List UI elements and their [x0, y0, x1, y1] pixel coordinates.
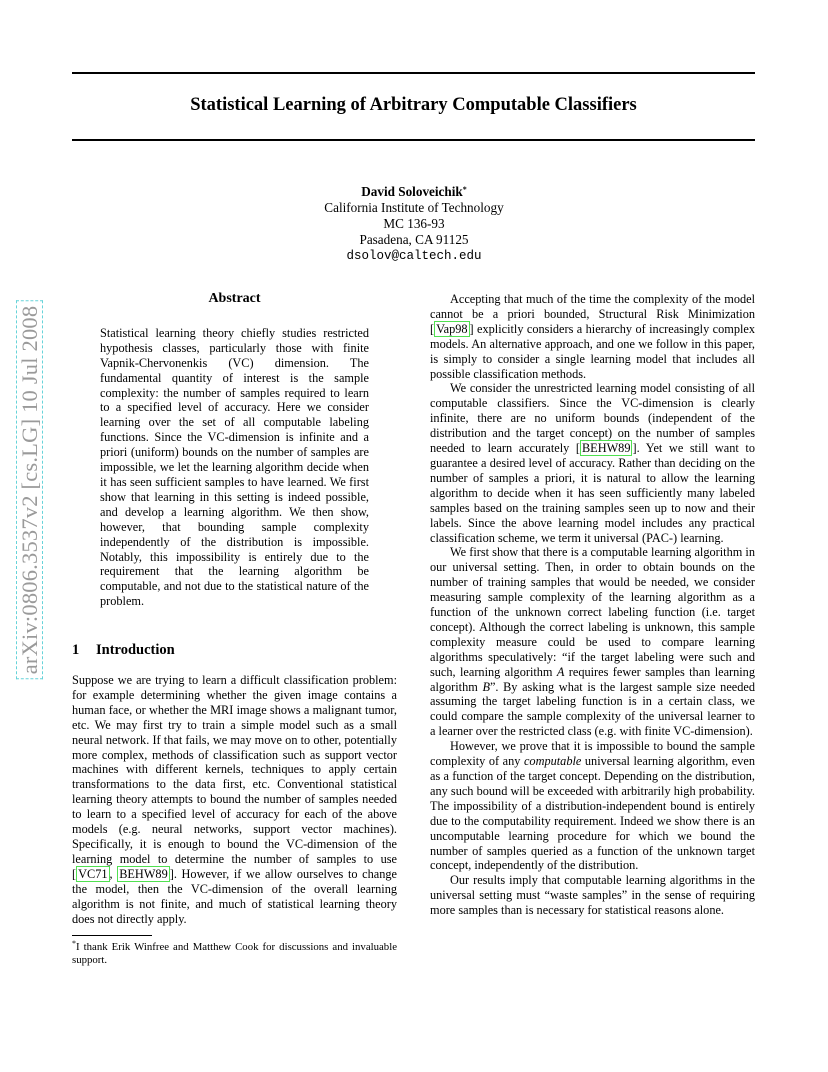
right-p4-text-a: However, we prove that it is impossible to bound the sample complexity of any: [430, 739, 755, 769]
intro-paragraph: Suppose we are trying to learn a difficult classification problem: for example determining whether the given image contains a human face, or whether the MRI image shows a malignant tumor, etc. We may first try to train a simple model such as a small neural network. If that fails, we may move on to other, potentially more complex, methods of classification such as support vector machines with different kernels, techniques to apply certain transformations to the data first, etc. Conventional statistical learning theory attempts to bound the number of samples needed to learn to a specified level of accuracy for each of the above models (e.g. neural networks, support vector machines). Specifically, it is enough to bound the VC-dimension of the learning model to determine the number of samples to use [ VC71 , BEHW89 ]. However, if we allow ourselves to change the model, then the VC-dimension of the overall learning algorithm is not finite, and much of statistical learning theory does not directly apply.: [72, 673, 397, 926]
citation-behw89-2[interactable]: BEHW89: [581, 441, 631, 456]
right-p2-text-b: . Yet we still want to guarantee a desired level of accuracy. Rather than deciding on the number of samples a priori, it is natural to allow the learning algorithm to decide when it has seen sufficiently many labeled samples based on the training samples seen up to now and their labels. Since the above learning model includes any practical classification scheme, we term it universal (PAC-) learning.: [430, 441, 755, 545]
author-email: dsolov@caltech.edu: [346, 249, 482, 263]
footnote-symbol: *: [72, 939, 76, 949]
right-p2-text-a: We consider the unrestricted learning model consisting of all computable classifiers. Since the VC-dimension is clearly infinite, there are no uniform bounds (independent of the distribution and the target concept) on the number of samples needed to learn accurately: [430, 381, 755, 456]
emphasis-computable: computable: [523, 754, 582, 769]
right-p4-text-b: universal learning algorithm, even as a function of the target concept. Depending on the distribution, any such bound will be exceeded with arbitrarily high probability. The impossibility of a distribution-independent bound is entirely due to the computability requirement. Indeed we show there is an uncomputable learning procedure for which we bound the number of samples queried as a function of the unknown target concept, independently of the distribution.: [430, 754, 755, 873]
right-paragraph-5: Our results imply that computable learning algorithms in the universal setting must “waste samples” in the sense of requiring more samples than is necessary for statistical reasons alone.: [430, 873, 755, 918]
author-address-line1: MC 136-93: [383, 216, 445, 231]
right-p1-text-a: Accepting that much of the time the complexity of the model cannot be a priori bounded, Structural Risk Minimization: [430, 292, 755, 321]
intro-text-part-1: Suppose we are trying to learn a difficult classification problem: for example determining whether the given image contains a human face, or whether the MRI image shows a malignant tumor, etc. We may first try to train a simple model such as a small neural network. If that fails, we may move on to other, potentially more complex, methods of classification such as support vector machines with different kernels, techniques to apply certain transformations to the data first, etc. Conventional statistical learning theory attempts to bound the number of samples needed to learn to a specified level of accuracy for each of the above models (e.g. neural networks, support vector machines). Specifically, it is enough to bound the VC-dimension of the learning model to determine the number of samples to use: [72, 673, 397, 866]
arxiv-id-link[interactable]: arXiv:0806.3537v2 [cs.LG] 10 Jul 2008: [16, 301, 43, 680]
section-title: Introduction: [96, 642, 175, 659]
author-block: [214, 184, 614, 264]
citation-vc71[interactable]: VC71: [78, 866, 108, 881]
right-p3-text-c: ”. By asking what is the largest sample size needed assuming the target labeling function is in a certain class, we could compare the sample complexity of the universal learner to a learner over the restricted class (e.g. with finite VC-dimension).: [430, 679, 755, 739]
variable-a: A: [556, 664, 565, 679]
variable-b: B: [482, 679, 490, 694]
right-paragraph-2: We consider the unrestricted learning model consisting of all computable classifiers. Since the VC-dimension is clearly infinite, there are no uniform bounds (independent of the distribution and the target concept) on the number of samples needed to learn accurately [ BEHW89 ]. Yet we still want to guarantee a desired level of accuracy. Rather than deciding on the number of samples a priori, it is natural to allow the learning algorithm to decide when it has seen sufficiently many labeled samples based on the training samples seen up to now and their labels. Since the above learning model includes any practical classification scheme, we term it universal (PAC-) learning.: [430, 381, 755, 545]
author-name: [214, 184, 614, 200]
abstract-text: Statistical learning theory chiefly studies restricted hypothesis classes, particularly those with finite Vapnik-Chervonenkis (VC) dimension. The fundamental quantity of interest is the sample complexity: the number of samples required to learn to a specified level of accuracy. Here we consider learning over the set of all computable labeling functions. Since the VC-dimension is infinite and a priori (uniform) bounds on the number of samples are impossible, we let the learning algorithm decide when it has seen sufficient samples to have learned. We first show that learning in this setting is indeed possible, and develop a learning algorithm. We then show, however, that bounding sample complexity independently of the distribution is impossible. Notably, this impossibility is entirely due to the requirement that the learning algorithm be computable, and not due to the statistical nature of the problem.: [100, 325, 369, 609]
right-p1-text-b: explicitly considers a hierarchy of increasingly complex models. An alternative approach, and one we follow in this paper, is simply to consider a single learning model that includes all possible classification methods.: [430, 321, 755, 381]
section-heading-introduction: [72, 643, 397, 658]
paper-title: Statistical Learning of Arbitrary Computable Classifiers: [190, 95, 637, 115]
abstract-heading: Abstract: [208, 291, 261, 306]
footnote-rule: [72, 935, 152, 936]
footnote-text: I thank Erik Winfree and Matthew Cook for discussions and invaluable support.: [72, 941, 397, 967]
citation-separator: ,: [109, 866, 118, 881]
citation-behw89[interactable]: BEHW89: [119, 866, 168, 881]
arxiv-stamp: [17, 301, 43, 680]
right-p3-text-a: We first show that there is a computable learning algorithm in our universal setting. Then, in order to obtain bounds on the number of training samples that would be needed, we consider measuring sample complexity of the learning algorithm as a function of the unknown correct labeling function (i.e. target concept). Although the correct labeling is unknown, this sample complexity measure could be used to compare learning algorithms speculatively: “if the target labeling were such and such, learning algorithm: [430, 545, 755, 679]
author-address-line2: Pasadena, CA 91125: [359, 232, 469, 247]
footnote-mark: *: [462, 185, 467, 194]
author-name-text: David Soloveichik: [361, 184, 463, 199]
intro-text-part-2: . However, if we allow ourselves to change the model, then the VC-dimension of the overall learning algorithm is not finite, and much of statistical learning theory does not directly apply.: [72, 866, 397, 926]
right-paragraph-3: [430, 545, 755, 739]
section-number: 1: [72, 642, 80, 659]
right-paragraph-4: [430, 739, 755, 873]
right-p3-text-b: requires fewer samples than learning algorithm: [430, 664, 755, 694]
author-affiliation: California Institute of Technology: [324, 200, 504, 215]
title-bottom-rule: [72, 139, 755, 141]
right-paragraph-1: Accepting that much of the time the complexity of the model cannot be a priori bounded, Structural Risk Minimization [ Vap98 ] explicitly considers a hierarchy of increasingly complex models. An alternative approach, and one we follow in this paper, is simply to consider a single learning model that includes all possible classification methods.: [430, 292, 755, 381]
right-column: [430, 292, 755, 918]
top-rule: [72, 72, 755, 74]
left-column: [72, 292, 397, 967]
footnote: [72, 941, 397, 967]
citation-vap98[interactable]: Vap98: [436, 321, 468, 336]
